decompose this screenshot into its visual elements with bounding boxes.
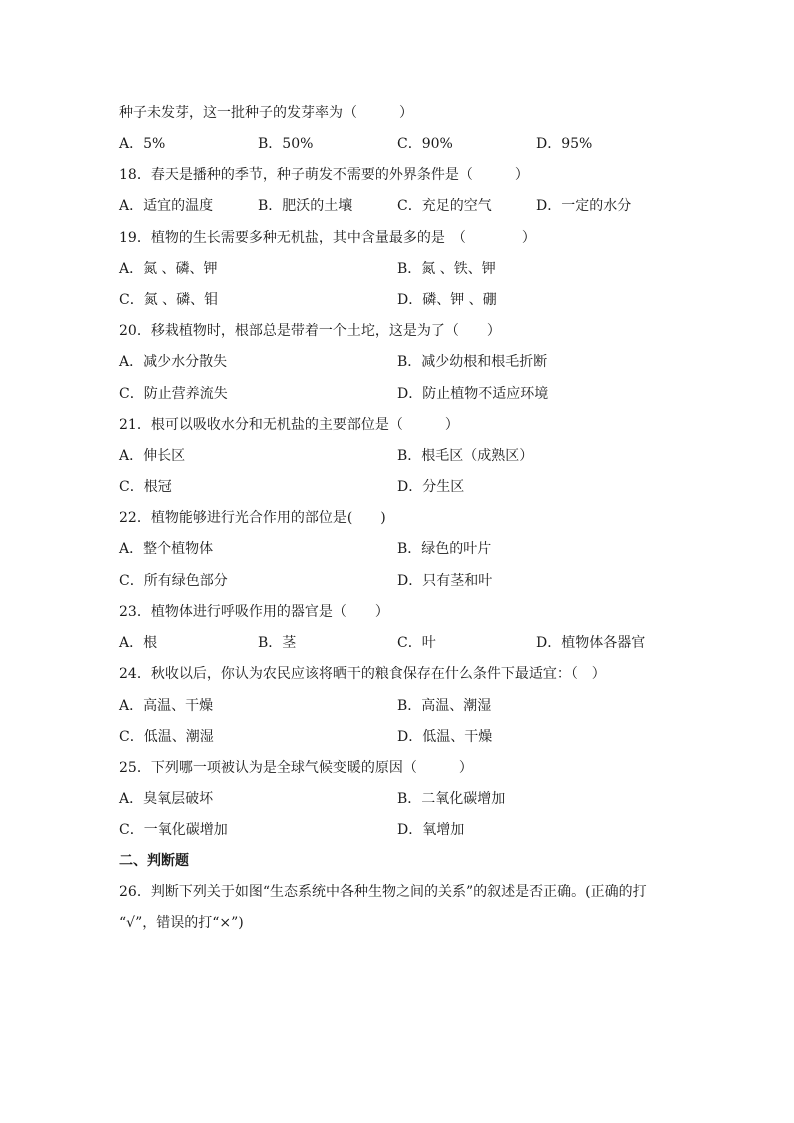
option-d: D．95%: [536, 136, 593, 152]
option-d: D．氧增加: [397, 822, 465, 838]
option-a: A．高温、干燥: [119, 698, 214, 714]
option-b: B．50%: [258, 136, 314, 152]
question-23: 23．植物体进行呼吸作用的器官是（ ）: [119, 604, 389, 620]
option-a: A．减少水分散失: [119, 354, 228, 370]
option-d: D．磷、钾 、硼: [397, 292, 497, 308]
option-c: C．充足的空气: [397, 198, 492, 214]
option-a: A．臭氧层破坏: [119, 791, 214, 807]
question-19: 19．植物的生长需要多种无机盐，其中含量最多的是 （ ）: [119, 230, 536, 246]
option-d: D．分生区: [397, 479, 465, 495]
option-a: A．氮 、磷、钾: [119, 261, 218, 277]
option-b: B．高温、潮湿: [397, 698, 492, 714]
option-d: D．一定的水分: [536, 198, 632, 214]
option-b: B．氮 、铁、钾: [397, 261, 496, 277]
option-b: B．根毛区（成熟区）: [397, 448, 534, 464]
option-c: C．所有绿色部分: [119, 573, 228, 589]
question-22: 22．植物能够进行光合作用的部位是( ): [119, 510, 386, 526]
option-c: C．低温、潮湿: [119, 729, 214, 745]
question-20: 20．移栽植物时，根部总是带着一个土坨，这是为了（ ）: [119, 323, 501, 339]
option-d: D．低温、干燥: [397, 729, 493, 745]
option-d: D．植物体各器官: [536, 635, 646, 651]
option-b: B．绿色的叶片: [397, 541, 492, 557]
option-a: A．整个植物体: [119, 541, 214, 557]
option-d: D．只有茎和叶: [397, 573, 493, 589]
option-b: B．肥沃的土壤: [258, 198, 353, 214]
option-d: D．防止植物不适应环境: [397, 386, 549, 402]
option-c: C．90%: [397, 136, 453, 152]
option-c: C．叶: [397, 635, 436, 651]
option-b: B．茎: [258, 635, 297, 651]
option-a: A．5%: [119, 136, 166, 152]
question-26-continued: “√”，错误的打“×”): [119, 915, 244, 931]
option-c: C．根冠: [119, 479, 172, 495]
option-a: A．伸长区: [119, 448, 186, 464]
line-0: 种子未发芽，这一批种子的发芽率为（ ）: [119, 105, 413, 121]
option-b: B．二氧化碳增加: [397, 791, 506, 807]
question-18: 18．春天是播种的季节，种子萌发不需要的外界条件是（ ）: [119, 167, 529, 183]
option-a: A．根: [119, 635, 158, 651]
question-25: 25．下列哪一项被认为是全球气候变暖的原因（ ）: [119, 760, 473, 776]
option-b: B．减少幼根和根毛折断: [397, 354, 548, 370]
section-heading: 二、判断题: [119, 853, 189, 869]
question-26: 26．判断下列关于如图“生态系统中各种生物之间的关系”的叙述是否正确。(正确的打: [119, 884, 647, 900]
question-21: 21．根可以吸收水分和无机盐的主要部位是（ ）: [119, 417, 459, 433]
option-c: C．氮 、磷、钼: [119, 292, 219, 308]
option-c: C．防止营养流失: [119, 386, 228, 402]
question-24: 24．秋收以后，你认为农民应该将晒干的粮食保存在什么条件下最适宜：（ ）: [119, 666, 606, 682]
option-a: A．适宜的温度: [119, 198, 214, 214]
option-c: C．一氧化碳增加: [119, 822, 228, 838]
